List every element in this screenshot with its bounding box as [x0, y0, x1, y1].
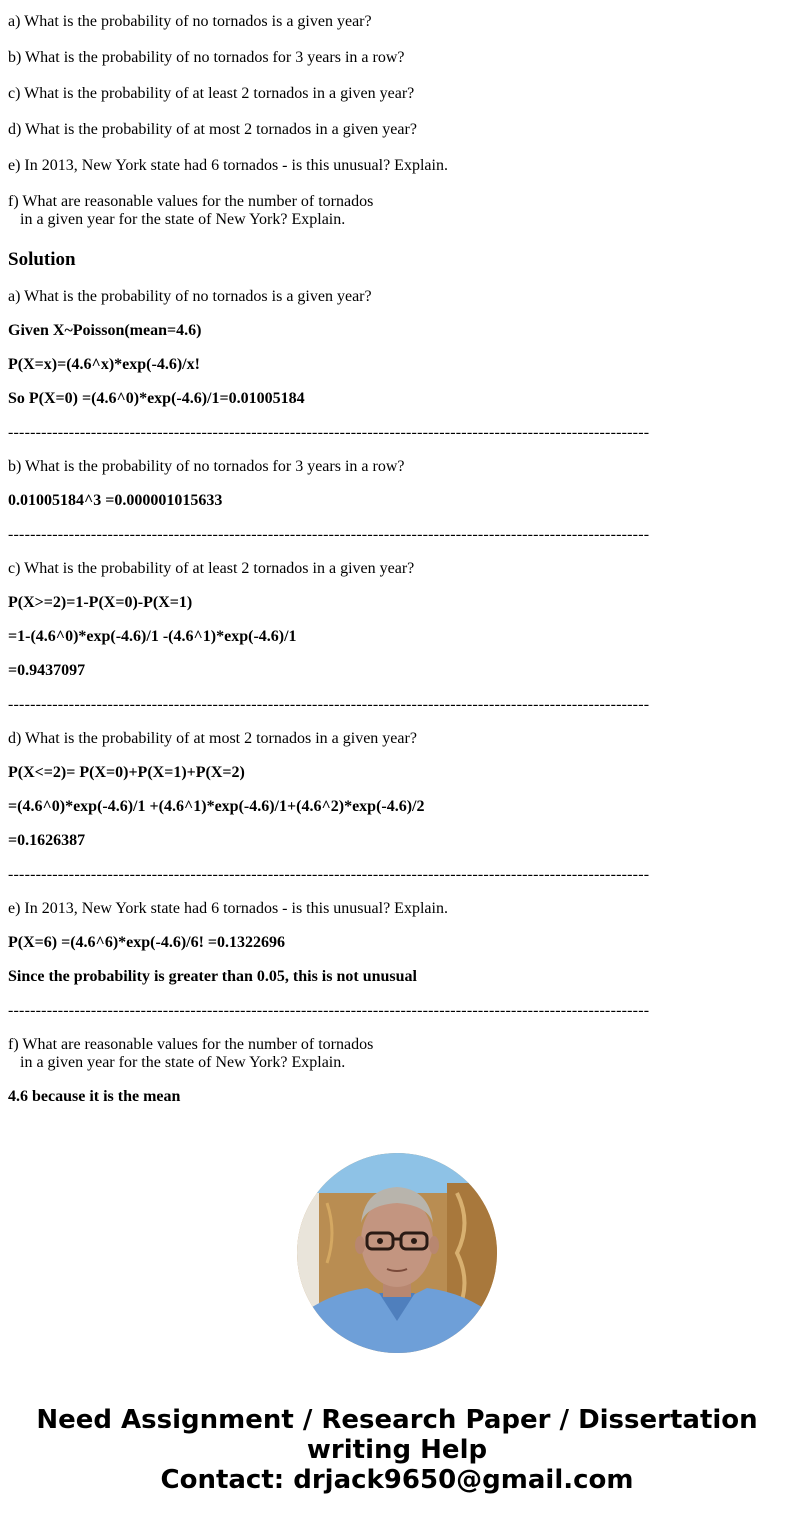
solution-question-a: a) What is the probability of no tornados is a given year? [8, 288, 372, 305]
answer-a-line1: Given X~Poisson(mean=4.6) [8, 322, 202, 339]
question-f-line2: in a given year for the state of New York? Explain. [8, 211, 346, 228]
solution-question-e: e) In 2013, New York state had 6 tornados - is this unusual? Explain. [8, 900, 448, 917]
question-a: a) What is the probability of no tornados is a given year? [8, 13, 372, 30]
author-photo [297, 1153, 497, 1353]
promo-line2: writing Help [306, 1435, 488, 1465]
answer-a-line2: P(X=x)=(4.6^x)*exp(-4.6)/x! [8, 356, 200, 373]
separator: -------------------------------------------------------------------------------------------------------------------- [8, 424, 650, 441]
solution-question-d: d) What is the probability of at most 2 tornados in a given year? [8, 730, 417, 747]
answer-e-line2: Since the probability is greater than 0.05, this is not unusual [8, 968, 417, 985]
answer-d-line2: =(4.6^0)*exp(-4.6)/1 +(4.6^1)*exp(-4.6)/1+(4.6^2)*exp(-4.6)/2 [8, 798, 425, 815]
separator: -------------------------------------------------------------------------------------------------------------------- [8, 526, 650, 543]
solution-question-f-line1: f) What are reasonable values for the number of tornados [8, 1036, 374, 1053]
solution-heading: Solution [8, 249, 76, 270]
separator: -------------------------------------------------------------------------------------------------------------------- [8, 696, 650, 713]
answer-c-line3: =0.9437097 [8, 662, 86, 679]
question-f-line1: f) What are reasonable values for the number of tornados [8, 193, 374, 210]
answer-b-line1: 0.01005184^3 =0.000001015633 [8, 492, 223, 509]
answer-e-line1: P(X=6) =(4.6^6)*exp(-4.6)/6! =0.1322696 [8, 934, 286, 951]
answer-d-line3: =0.1626387 [8, 832, 86, 849]
answer-c-line2: =1-(4.6^0)*exp(-4.6)/1 -(4.6^1)*exp(-4.6)/1 [8, 628, 297, 645]
answer-c-line1: P(X>=2)=1-P(X=0)-P(X=1) [8, 594, 193, 611]
separator: -------------------------------------------------------------------------------------------------------------------- [8, 1002, 650, 1019]
promo-line1: Need Assignment / Research Paper / Dissertation [36, 1405, 758, 1435]
question-c: c) What is the probability of at least 2 tornados in a given year? [8, 85, 415, 102]
separator: -------------------------------------------------------------------------------------------------------------------- [8, 866, 650, 883]
solution-question-f-line2: in a given year for the state of New York? Explain. [8, 1054, 346, 1071]
solution-question-b: b) What is the probability of no tornados for 3 years in a row? [8, 458, 405, 475]
question-e: e) In 2013, New York state had 6 tornados - is this unusual? Explain. [8, 157, 448, 174]
portrait-illustration [297, 1153, 497, 1353]
answer-a-line3: So P(X=0) =(4.6^0)*exp(-4.6)/1=0.01005184 [8, 390, 305, 407]
promo-contact: Contact: drjack9650@gmail.com [160, 1465, 634, 1495]
answer-d-line1: P(X<=2)= P(X=0)+P(X=1)+P(X=2) [8, 764, 245, 781]
answer-f-line1: 4.6 because it is the mean [8, 1088, 181, 1105]
question-b: b) What is the probability of no tornados for 3 years in a row? [8, 49, 405, 66]
solution-question-c: c) What is the probability of at least 2 tornados in a given year? [8, 560, 415, 577]
question-d: d) What is the probability of at most 2 tornados in a given year? [8, 121, 417, 138]
